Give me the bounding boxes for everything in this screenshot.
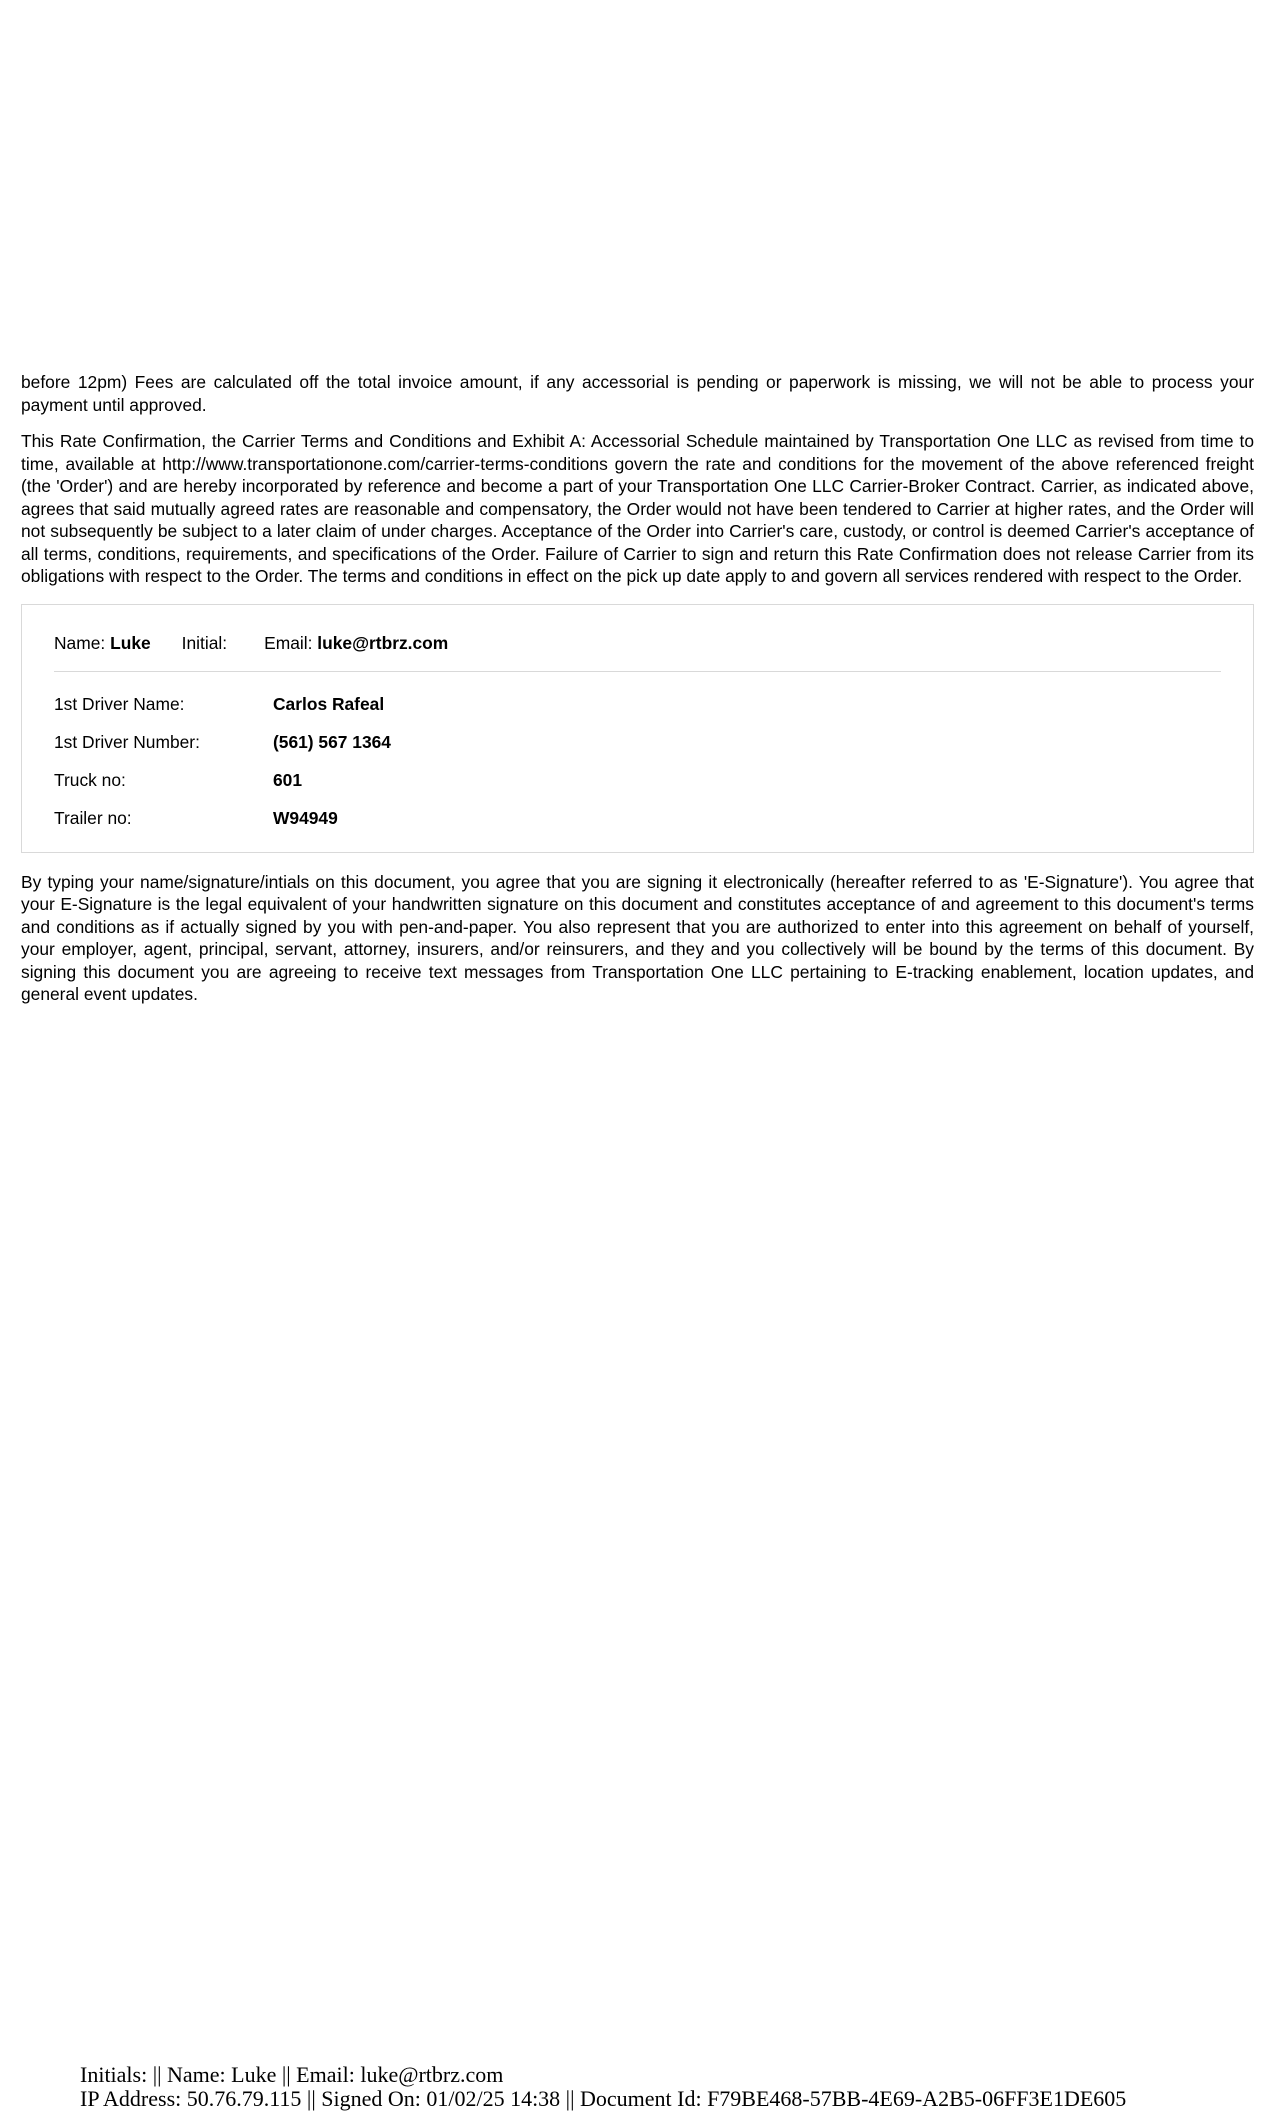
trailer-row — [54, 800, 1221, 838]
document-body — [21, 371, 1254, 1006]
driver-details — [54, 672, 1221, 838]
driver-number-value: (561) 567 1364 — [273, 732, 391, 752]
truck-label: Truck no: — [54, 770, 126, 790]
fees-paragraph: before 12pm) Fees are calculated off the total invoice amount, if any accessorial is pending or paperwork is missing, we will not be able to process your payment until approved. — [21, 372, 1254, 415]
truck-row — [54, 762, 1221, 800]
footer-line-2: IP Address: 50.76.79.115 || Signed On: 01/02/25 14:38 || Document Id: F79BE468-57BB-4E69-A2B5-06FF3E1DE605 — [80, 2086, 1127, 2111]
initial-label: Initial: — [181, 632, 228, 653]
name-label: Name: — [54, 632, 106, 653]
signature-footer — [80, 2063, 1126, 2111]
driver-number-label: 1st Driver Number: — [54, 732, 200, 752]
driver-number-row — [54, 724, 1221, 762]
email-label: Email: — [264, 632, 313, 653]
signer-initial — [182, 633, 227, 654]
name-value: Luke — [110, 632, 151, 653]
trailer-value: W94949 — [273, 808, 338, 828]
driver-name-value: Carlos Rafeal — [273, 694, 385, 714]
footer-line-1: Initials: || Name: Luke || Email: luke@rtbrz.com — [80, 2062, 504, 2087]
driver-name-label: 1st Driver Name: — [54, 694, 185, 714]
trailer-label: Trailer no: — [54, 808, 132, 828]
terms-paragraph: This Rate Confirmation, the Carrier Terms and Conditions and Exhibit A: Accessorial Schedule maintained by Transportation One LLC as revised from time to time, available at http://www.transportationone.com/carrier-terms-conditions govern the rate and conditions for the movement of the above referenced freight (the 'Order') and are hereby incorporated by reference and become a part of your Transportation One LLC Carrier-Broker Contract. Carrier, as indicated above, agrees that said mutually agreed rates are reasonable and compensatory, the Order would not have been tendered to Carrier at higher rates, and the Order will not subsequently be subject to a later claim of under charges. Acceptance of the Order into Carrier's care, custody, or control is deemed Carrier's acceptance of all terms, conditions, requirements, and specifications of the Order. Failure of Carrier to sign and return this Rate Confirmation does not release Carrier from its obligations with respect to the Order. The terms and conditions in effect on the pick up date apply to and govern all services rendered with respect to the Order. — [21, 431, 1254, 586]
driver-name-row — [54, 686, 1221, 724]
esignature-paragraph: By typing your name/signature/intials on this document, you agree that you are signing it electronically (hereafter referred to as 'E-Signature'). You agree that your E-Signature is the legal equivalent of your handwritten signature on this document and constitutes acceptance of and agreement to this document's terms and conditions as if actually signed by you with pen-and-paper. You also represent that you are authorized to enter into this agreement on behalf of yourself, your employer, agent, principal, servant, attorney, insurers, and/or reinsurers, and they and you collectively will be bound by the terms of this document. By signing this document you are agreeing to receive text messages from Transportation One LLC pertaining to E-tracking enablement, location updates, and general event updates. — [21, 871, 1254, 1004]
signer-info — [54, 633, 1221, 672]
truck-value: 601 — [273, 770, 303, 790]
signer-name — [54, 633, 151, 654]
signature-box — [21, 604, 1254, 853]
email-value: luke@rtbrz.com — [317, 632, 449, 653]
signer-email — [264, 633, 448, 654]
